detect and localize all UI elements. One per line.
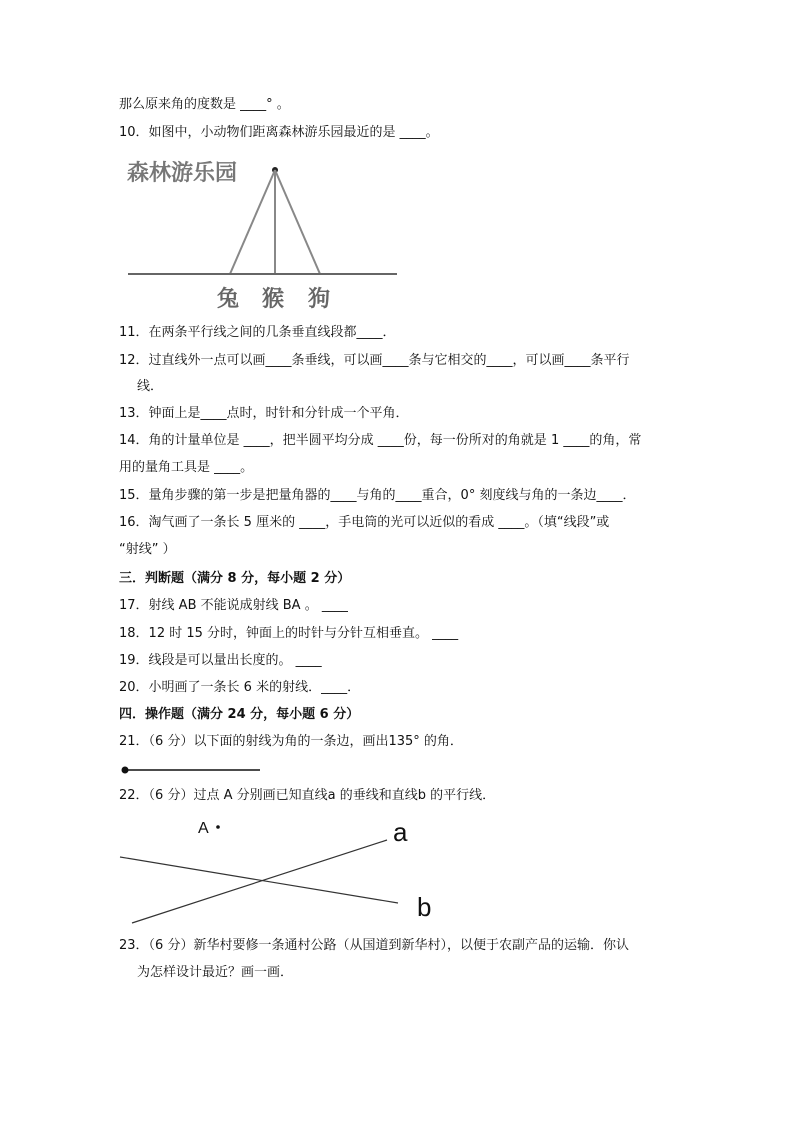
question-14: 14．角的计量单位是 ____，把半圆平均分成 ____份，每一份所对的角就是 1 ____的角，常	[119, 433, 642, 448]
label-monkey: 猴	[262, 286, 285, 312]
question-19: 19．线段是可以量出长度的。 ____	[119, 653, 322, 668]
path-dog	[275, 170, 320, 274]
question-13: 13．钟面上是____点时，时针和分针成一个平角．	[119, 406, 409, 421]
question-16-cont: “射线” ）	[119, 542, 176, 557]
label-rabbit: 兔	[217, 286, 240, 312]
section-3-heading: 三．判断题（满分 8 分，每小题 2 分）	[119, 571, 351, 586]
figure-ray	[118, 763, 268, 777]
question-12-cont: 线．	[137, 379, 164, 394]
line-a-label: a	[393, 817, 408, 847]
line-b	[120, 857, 398, 903]
label-dog: 狗	[308, 286, 331, 312]
question-20: 20．小明画了一条长 6 米的射线．____．	[119, 680, 361, 695]
line-a	[132, 840, 387, 923]
forest-park-label: 森林游乐园	[127, 160, 238, 186]
question-11: 11．在两条平行线之间的几条垂直线段都____．	[119, 325, 396, 340]
figure-forest-park	[125, 150, 405, 315]
question-15: 15．量角步骤的第一步是把量角器的____与角的____重合，0° 刻度线与角的一条边____．	[119, 488, 636, 503]
question-23-cont: 为怎样设计最近？画一画．	[137, 965, 294, 980]
question-12: 12．过直线外一点可以画____条垂线，可以画____条与它相交的____，可以画____条平行	[119, 353, 630, 368]
question-10: 10．如图中，小动物们距离森林游乐园最近的是 ____。	[119, 125, 439, 140]
section-4-heading: 四．操作题（满分 24 分，每小题 6 分）	[119, 707, 360, 722]
question-16: 16．淘气画了一条长 5 厘米的 ____，手电筒的光可以近似的看成 ____。（填“线段”或	[119, 515, 610, 530]
figure-lines-ab	[115, 815, 445, 927]
line-b-label: b	[417, 892, 432, 922]
point-a	[216, 825, 220, 829]
q9-tail: 那么原来角的度数是 ____° 。	[119, 97, 290, 112]
question-18: 18．12 时 15 分时，钟面上的时针与分针互相垂直。 ____	[119, 626, 459, 641]
question-17: 17．射线 AB 不能说成射线 BA 。 ____	[119, 598, 348, 613]
question-23: 23．（6 分）新华村要修一条通村公路（从国道到新华村），以便于农副产品的运输．你认	[119, 938, 629, 953]
question-14-cont: 用的量角工具是 ____。	[119, 460, 254, 475]
question-22: 22．（6 分）过点 A 分别画已知直线a 的垂线和直线b 的平行线．	[119, 788, 496, 803]
point-a-label: A	[198, 820, 209, 837]
question-21: 21．（6 分）以下面的射线为角的一条边，画出135° 的角．	[119, 734, 463, 749]
